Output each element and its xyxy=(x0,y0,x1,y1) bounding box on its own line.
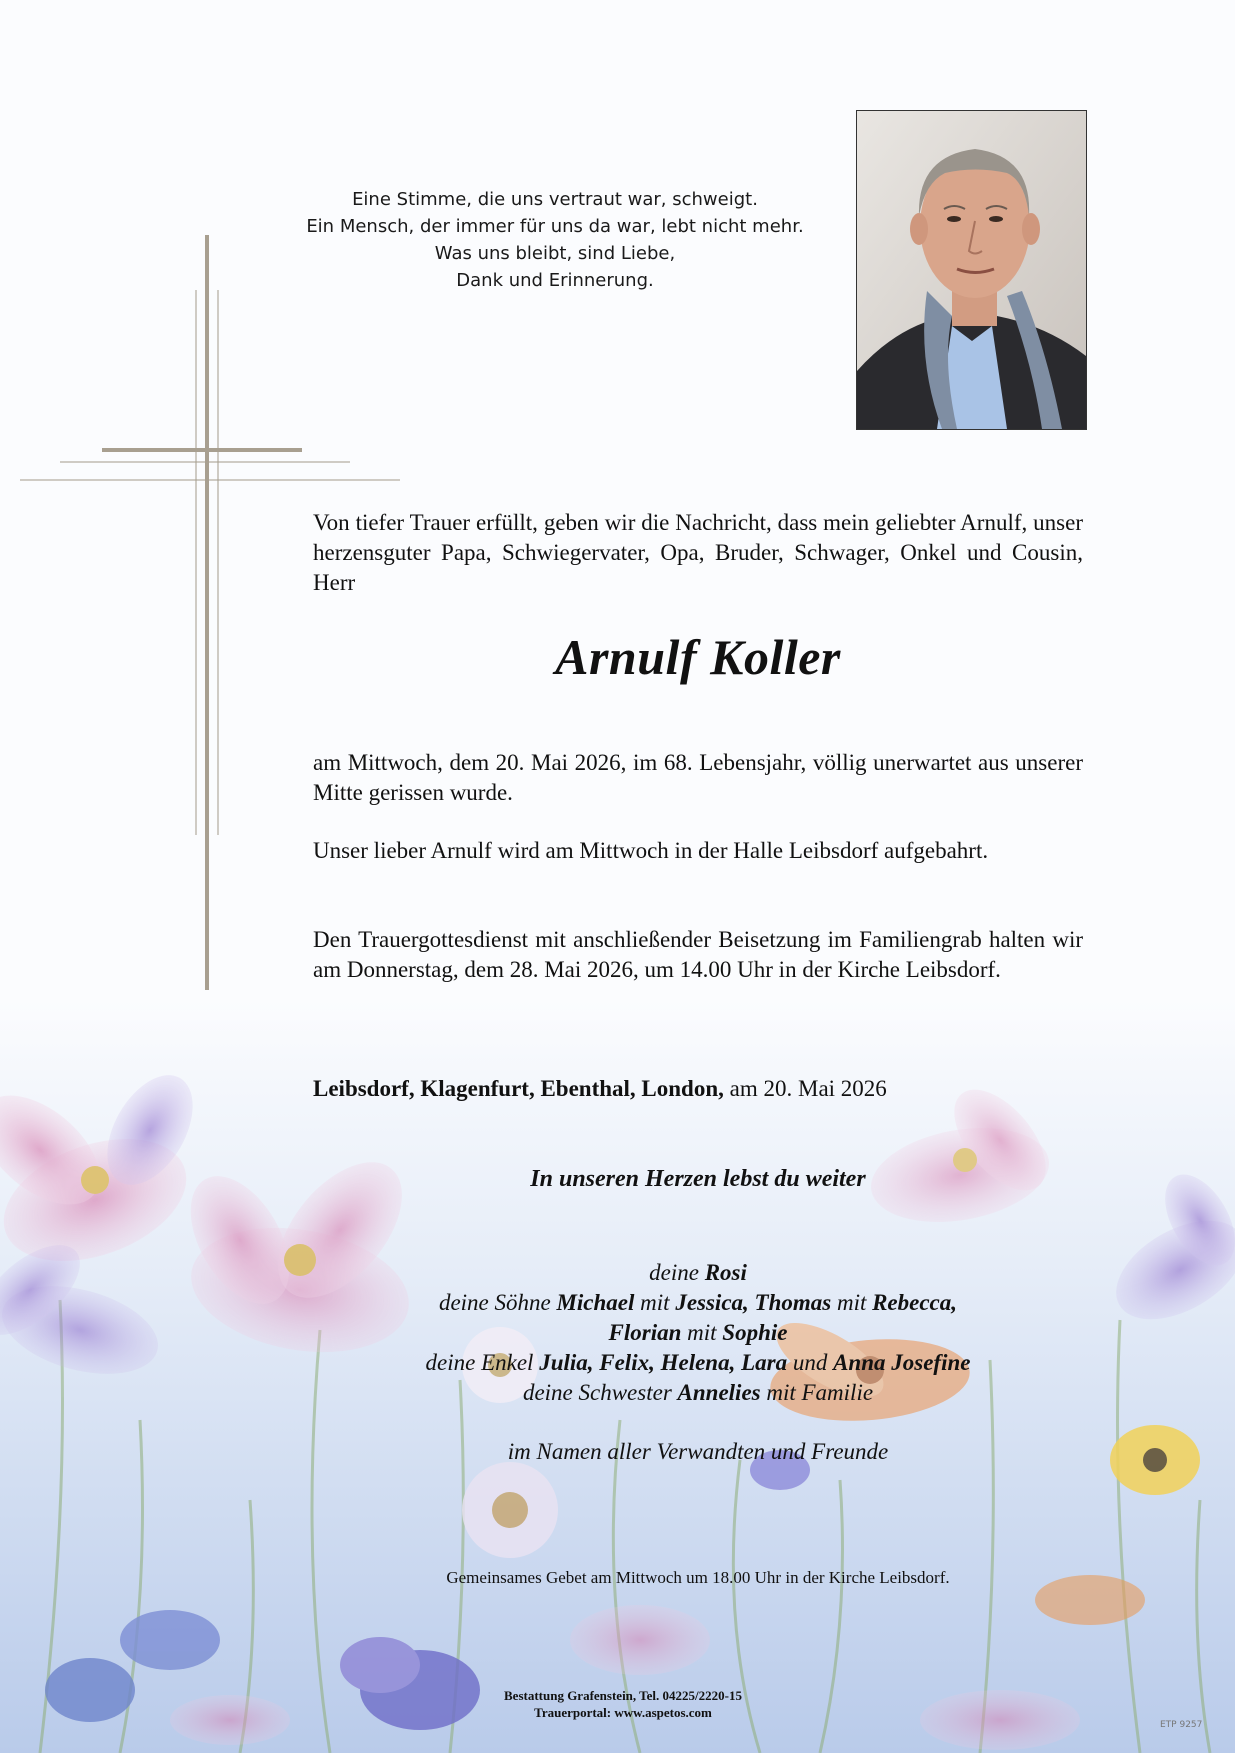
family-line xyxy=(313,1348,1083,1378)
cross-icon xyxy=(20,235,400,995)
family-name: Julia, Felix, Helena, Lara xyxy=(539,1350,788,1375)
place-date-line xyxy=(313,1074,1083,1104)
family-name: Annelies xyxy=(677,1380,761,1405)
family-name: Sophie xyxy=(722,1320,788,1345)
funeral-home-contact: Bestattung Grafenstein, Tel. 04225/2220-15 xyxy=(504,1688,742,1703)
family-text: und xyxy=(787,1350,834,1375)
deceased-name: Arnulf Koller xyxy=(555,629,841,685)
family-list xyxy=(313,1258,1083,1408)
family-name: Michael xyxy=(556,1290,635,1315)
document-code: ETP 9257 xyxy=(1160,1720,1203,1730)
quote-line: Eine Stimme, die uns vertraut war, schweigt. xyxy=(352,189,758,210)
places: Leibsdorf, Klagenfurt, Ebenthal, London, xyxy=(313,1076,724,1101)
family-line xyxy=(313,1318,1083,1348)
family-name: Rebecca, xyxy=(872,1290,958,1315)
relatives-line: im Namen aller Verwandten und Freunde xyxy=(507,1439,889,1464)
family-line xyxy=(313,1258,1083,1288)
family-line xyxy=(313,1288,1083,1318)
family-text: deine Schwester xyxy=(522,1380,678,1405)
quote-line: Was uns bleibt, sind Liebe, xyxy=(434,243,676,264)
prayer-note: Gemeinsames Gebet am Mittwoch um 18.00 Uhr in der Kirche Leibsdorf. xyxy=(446,1568,950,1587)
family-text: deine Söhne xyxy=(438,1290,557,1315)
announcement-viewing: Unser lieber Arnulf wird am Mittwoch in der Halle Leibsdorf aufgebahrt. xyxy=(313,838,989,863)
family-name: Florian xyxy=(608,1320,682,1345)
memorial-portal-link: Trauerportal: www.aspetos.com xyxy=(534,1705,712,1720)
memorial-quote xyxy=(290,186,820,294)
family-text: deine xyxy=(649,1260,705,1285)
family-name: Anna Josefine xyxy=(833,1350,971,1375)
family-name: Jessica, Thomas xyxy=(675,1290,832,1315)
family-name: Rosi xyxy=(704,1260,747,1285)
family-text: deine Enkel xyxy=(425,1350,540,1375)
portrait-photo xyxy=(856,110,1087,430)
motto: In unseren Herzen lebst du weiter xyxy=(530,1166,866,1192)
family-text: mit Familie xyxy=(760,1380,874,1405)
announcement-service: Den Trauergottesdienst mit anschließender Beisetzung im Familiengrab halten wir am Donnerstag, dem 28. Mai 2026, um 14.00 Uhr in der Kirche Leibsdorf. xyxy=(313,927,1083,982)
quote-line: Dank und Erinnerung. xyxy=(456,270,654,291)
funeral-home-footer xyxy=(313,1687,933,1721)
family-text: mit xyxy=(831,1290,873,1315)
announcement-death: am Mittwoch, dem 20. Mai 2026, im 68. Lebensjahr, völlig unerwartet aus unserer Mitte gerissen wurde. xyxy=(313,750,1083,805)
quote-line: Ein Mensch, der immer für uns da war, lebt nicht mehr. xyxy=(306,216,804,237)
announcement-intro: Von tiefer Trauer erfüllt, geben wir die Nachricht, dass mein geliebter Arnulf, unser herzensguter Papa, Schwiegervater, Opa, Bruder, Schwager, Onkel und Cousin, Herr xyxy=(313,510,1083,595)
announcement-date: am 20. Mai 2026 xyxy=(729,1076,887,1101)
family-text: mit xyxy=(681,1320,723,1345)
family-text: mit xyxy=(634,1290,676,1315)
family-line xyxy=(313,1378,1083,1408)
